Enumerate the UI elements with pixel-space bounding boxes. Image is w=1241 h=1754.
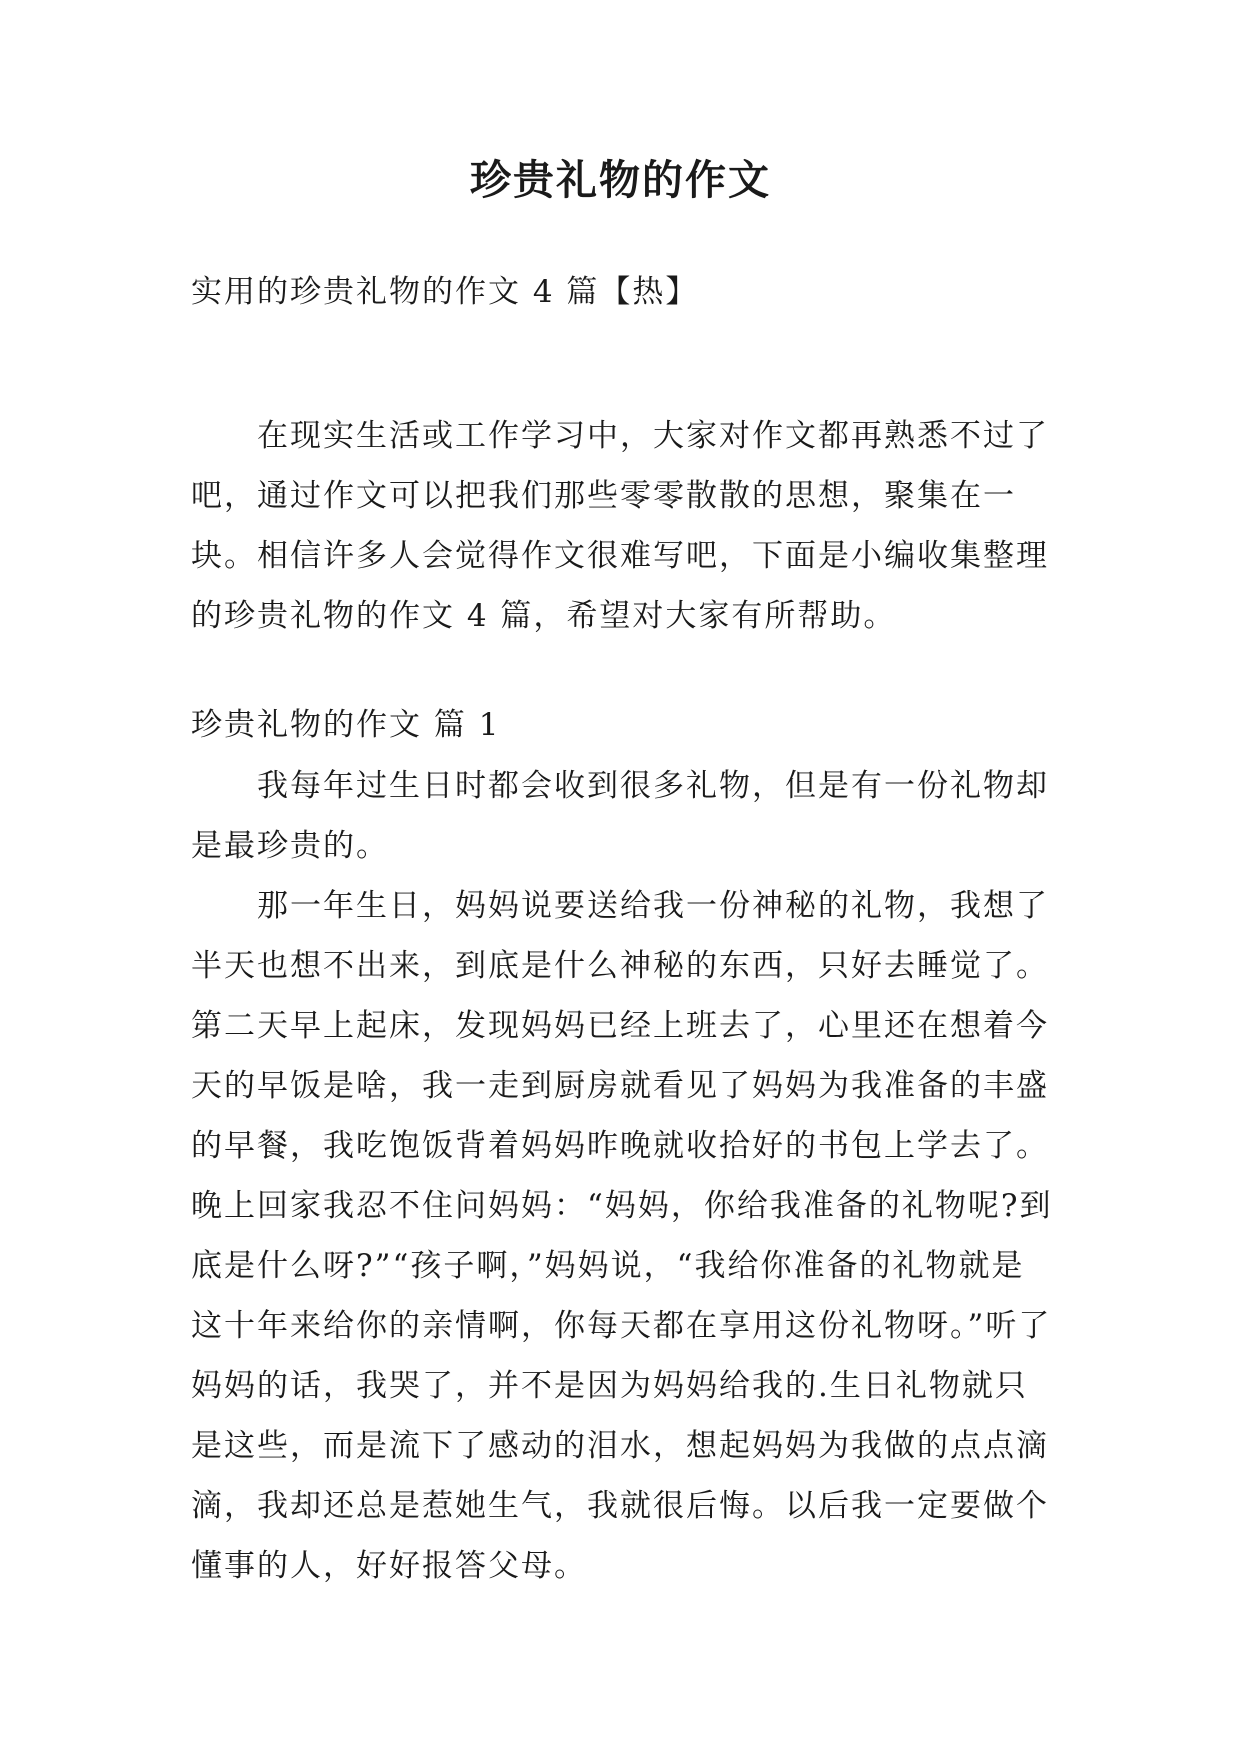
essay-paragraph-1: 我每年过生日时都会收到很多礼物，但是有一份礼物却是最珍贵的。 [191, 768, 1049, 864]
intro-paragraph: 在现实生活或工作学习中，大家对作文都再熟悉不过了吧，通过作文可以把我们那些零零散散的思想，聚集在一块。相信许多人会觉得作文很难写吧，下面是小编收集整理的珍贵礼物的作文 4 篇，希望对大家有所帮助。 [191, 418, 1049, 634]
essay-paragraph-2: 那一年生日，妈妈说要送给我一份神秘的礼物，我想了半天也想不出来，到底是什么神秘的东西，只好去睡觉了。第二天早上起床，发现妈妈已经上班去了，心里还在想着今天的早饭是啥，我一走到厨房就看见了妈妈为我准备的丰盛的早餐，我吃饱饭背着妈妈昨晚就收拾好的书包上学去了。晚上回家我忍不住问妈妈：“妈妈，你给我准备的礼物呢?到底是什么呀?”“孩子啊，”妈妈说，“我给你准备的礼物就是这十年来给你的亲情啊，你每天都在享用这份礼物呀。”听了妈妈的话，我哭了，并不是因为妈妈给我的.生日礼物就只是这些，而是流下了感动的泪水，想起妈妈为我做的点点滴滴，我却还总是惹她生气，我就很后悔。以后我一定要做个懂事的人，好好报答父母。 [191, 888, 1053, 1584]
section-heading: 珍贵礼物的作文 篇 1 [191, 707, 501, 743]
document-title: 珍贵礼物的作文 [470, 156, 771, 204]
document-subtitle: 实用的珍贵礼物的作文 4 篇【热】 [191, 274, 699, 310]
